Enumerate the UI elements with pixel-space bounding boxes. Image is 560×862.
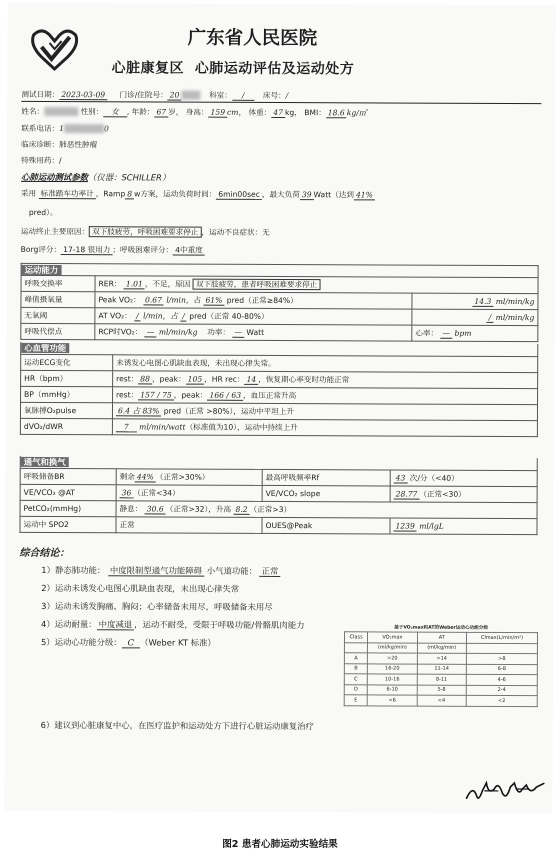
table-row: dVO₂/dWR 7 ml/min/watt（标准值为10），运动中持续上升 [20,418,537,436]
exercise-capacity-table [20,275,538,342]
header-line: 测试日期： 2023-03-09 门诊/住院号： 20 科室： / 床号：/ [21,89,541,104]
table-row: HR（bpm） rest： 88 ，peak： 105 ，HR rec： 14 ，恢复期心率变时功能正常 [21,370,538,388]
ventilation-table [19,468,537,535]
hospital-logo-icon [27,21,81,75]
section-cardiovascular: 心血管功能 [20,342,538,356]
table-row: 氧脉搏O₂pulse 6.4 占 83% pred（正常 >80%），运动中平坦上升 [20,402,537,420]
table-row: 运动中 SPO2 正常 OUES@Peak 1239 ml/lgL [20,516,537,534]
figure-caption: 图2 患者心肺运动实验结果 [222,839,338,850]
table-row: 呼吸代偿点 RCP时VO₂： — ml/min/kg 功率： — Watt 心率： — bpm [21,323,538,341]
table-row: 无氧阈 AT VO₂： / l/min，占 / pred（正常 40-80%） / ml/min/kg [21,307,538,325]
cardiovascular-table [20,354,538,437]
stop-reason-line: 运动终止主要原因： 双下肢疲劳，呼吸困难要求停止 ，运动不良症状：无 [20,226,270,237]
table-row: PetCO₂(mmHg) 静息： 30.6 （正常>32），升高 8.2 （正常>3） [20,500,537,518]
protocol-line-end: pred）。 [28,207,58,218]
phone-line: 联系电话：1 0 [21,123,109,134]
table-row: E <6 <4 <2 [344,695,537,706]
medication-line: 特殊用药：/ [21,155,62,166]
signature-icon [464,777,548,807]
table-row: 呼吸储备BR 剩余 44% （正常>30%） 最高呼吸频率Rf 43 次/分（<40） [20,468,537,486]
report-title: 心脏康复区 心肺运动评估及运动处方 [111,60,355,78]
summary-title: 综合结论： [19,547,70,560]
params-heading: 心肺运动测试参数（仪器：SCHILLER） [20,171,171,183]
summary-item: 1）静态肺功能： 中度限制型通气功能障碍 小气道功能： 正常 [41,564,279,576]
table-row: B 16-20 11-14 6-8 [344,663,537,674]
summary-item: 2）运动未诱发心电图心肌缺血表现，未出现心律失常 [41,582,240,594]
table-row: 峰值摄氧量 Peak VO₂： 0.67 l/min，占 61% pred（正常≥84%） 14.3 ml/min/kg [21,291,538,309]
summary-item: 5）运动心功能分级： C （Weber KT 标准） [40,636,216,648]
summary-item: 4）运动耐量： 中度减退 ，运动不耐受，受限于呼吸功能/骨骼肌肉能力 [41,618,305,631]
table-row: A >20 >14 >8 [344,653,537,664]
hospital-name: 广东省人民医院 [187,27,318,50]
table-row: 呼吸交换率 RER： 1.01 ，不足，原因 双下肢疲劳，患者呼吸困难要求停止 [21,275,538,293]
borg-line: Borg评分： 17-18 很用力 ；呼吸困难评分： 4中重度 [20,244,203,255]
summary-item: 3）运动未诱发胸痛、胸闷；心率储备未用尽，呼吸储备未用尽 [41,600,273,612]
section-exercise-capacity: 运动能力 [21,263,539,277]
table-row: Class VO₂max AT CImax(L/min/m²) [344,632,537,643]
weber-table-title: 基于VO₂max和AT的Weber运动心功能分级 [394,625,488,631]
table-row: 运动ECG变化 未诱发心电图心肌缺血表现，未出现心律失常。 [21,354,538,372]
table-row: BP（mmHg） rest： 157 / 75 ，peak： 166 / 63 ，血压正常升高 [21,386,538,404]
patient-info: 姓名： 性别： 女 , 年龄： 67 岁， 身高： 159 cm， 体重： 47 kg， BMI： 18.6 kg/㎡ [21,106,367,118]
table-row: VE/VCO₂ @AT 36 （正常<34） VE/VCO₂ slope 28.77 （正常<30） [20,484,537,502]
weber-table [344,631,538,706]
protocol-line: 采用 标准踏车功率计 ，Ramp 8 w方案，运动负荷时间： 6min00sec ，最大负荷 39 Watt（达到 41% [20,188,373,200]
table-row: C 10-16 8-11 4-6 [344,674,537,685]
table-row: (ml/kg/min) (ml/kg/min) [344,642,537,653]
report-sheet [4,3,556,813]
table-row: D 6-10 5-8 2-4 [344,684,537,695]
section-ventilation: 通气和换气 [20,456,538,470]
diagnosis-line: 临床诊断：肺恶性肿瘤 [21,139,98,150]
summary-item: 6）建议到心脏康复中心，在医疗监护和运动处方下进行心脏运动康复治疗 [40,719,314,732]
